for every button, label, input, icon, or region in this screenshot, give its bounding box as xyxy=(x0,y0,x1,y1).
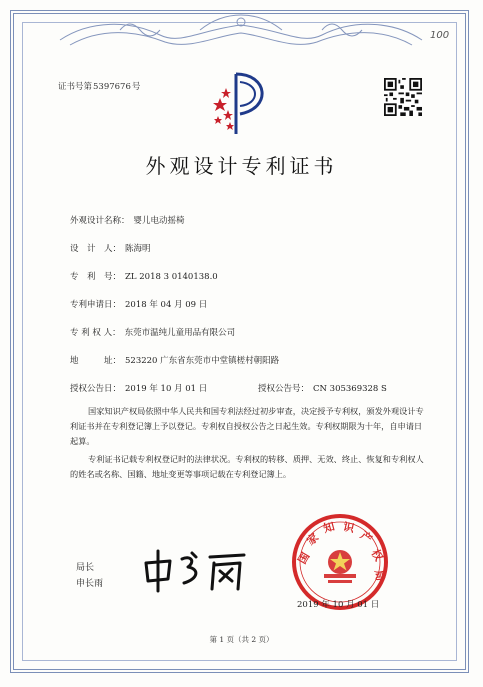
svg-text:家: 家 xyxy=(304,530,322,548)
top-ornament-icon xyxy=(0,0,483,70)
official-seal-icon xyxy=(290,512,390,612)
field-patentee: 专 利 权 人： 东莞市温纯儿童用品有限公司 xyxy=(70,328,236,338)
svg-text:识: 识 xyxy=(341,520,356,536)
field-design-name: 外观设计名称： 婴儿电动摇椅 xyxy=(70,216,185,226)
field-designer: 设 计 人： 陈海明 xyxy=(70,244,151,254)
document-title: 外观设计专利证书 xyxy=(145,154,338,178)
certificate-number: 证书号第5397676号 xyxy=(58,82,141,92)
signatory-role: 局长 xyxy=(76,563,95,573)
signature-icon xyxy=(140,545,250,595)
page-footer: 第 1 页（共 2 页） xyxy=(209,635,274,644)
handwritten-number: 100 xyxy=(430,30,450,41)
field-application-date: 专利申请日： 2018 年 04 月 09 日 xyxy=(70,300,208,310)
svg-text:国: 国 xyxy=(295,550,313,567)
seal-date: 2019 年 10 月 01 日 xyxy=(297,600,380,610)
field-grant-publication-number: 授权公告号： CN 305369328 S xyxy=(258,384,387,394)
field-patent-number: 专 利 号： ZL 2018 3 0140138.0 xyxy=(70,272,218,282)
paragraph-legal-status: 专利证书记载专利权登记时的法律状况。专利权的转移、质押、无效、终止、恢复和专利权人的姓名或名称、国籍、地址变更等事项记载在专利登记簿上。 xyxy=(70,454,424,479)
signatory-name: 申长雨 xyxy=(76,579,104,589)
svg-text:局: 局 xyxy=(372,568,387,582)
svg-text:产: 产 xyxy=(357,528,375,546)
field-address: 地 址： 523220 广东省东莞市中堂镇槎村朝阳路 xyxy=(70,356,280,366)
field-grant-date: 授权公告日： 2019 年 10 月 01 日 xyxy=(70,384,208,394)
svg-text:知: 知 xyxy=(322,519,337,536)
qr-code-icon xyxy=(384,78,422,116)
cnipa-logo-icon xyxy=(210,68,274,138)
svg-text:权: 权 xyxy=(368,547,386,564)
paragraph-grant-notice: 国家知识产权局依照中华人民共和国专利法经过初步审查，决定授予专利权，颁发外观设计专利证书并在专利登记簿上予以登记。专利权自授权公告之日起生效。专利权期限为十年，自申请日起算。 xyxy=(70,406,424,446)
